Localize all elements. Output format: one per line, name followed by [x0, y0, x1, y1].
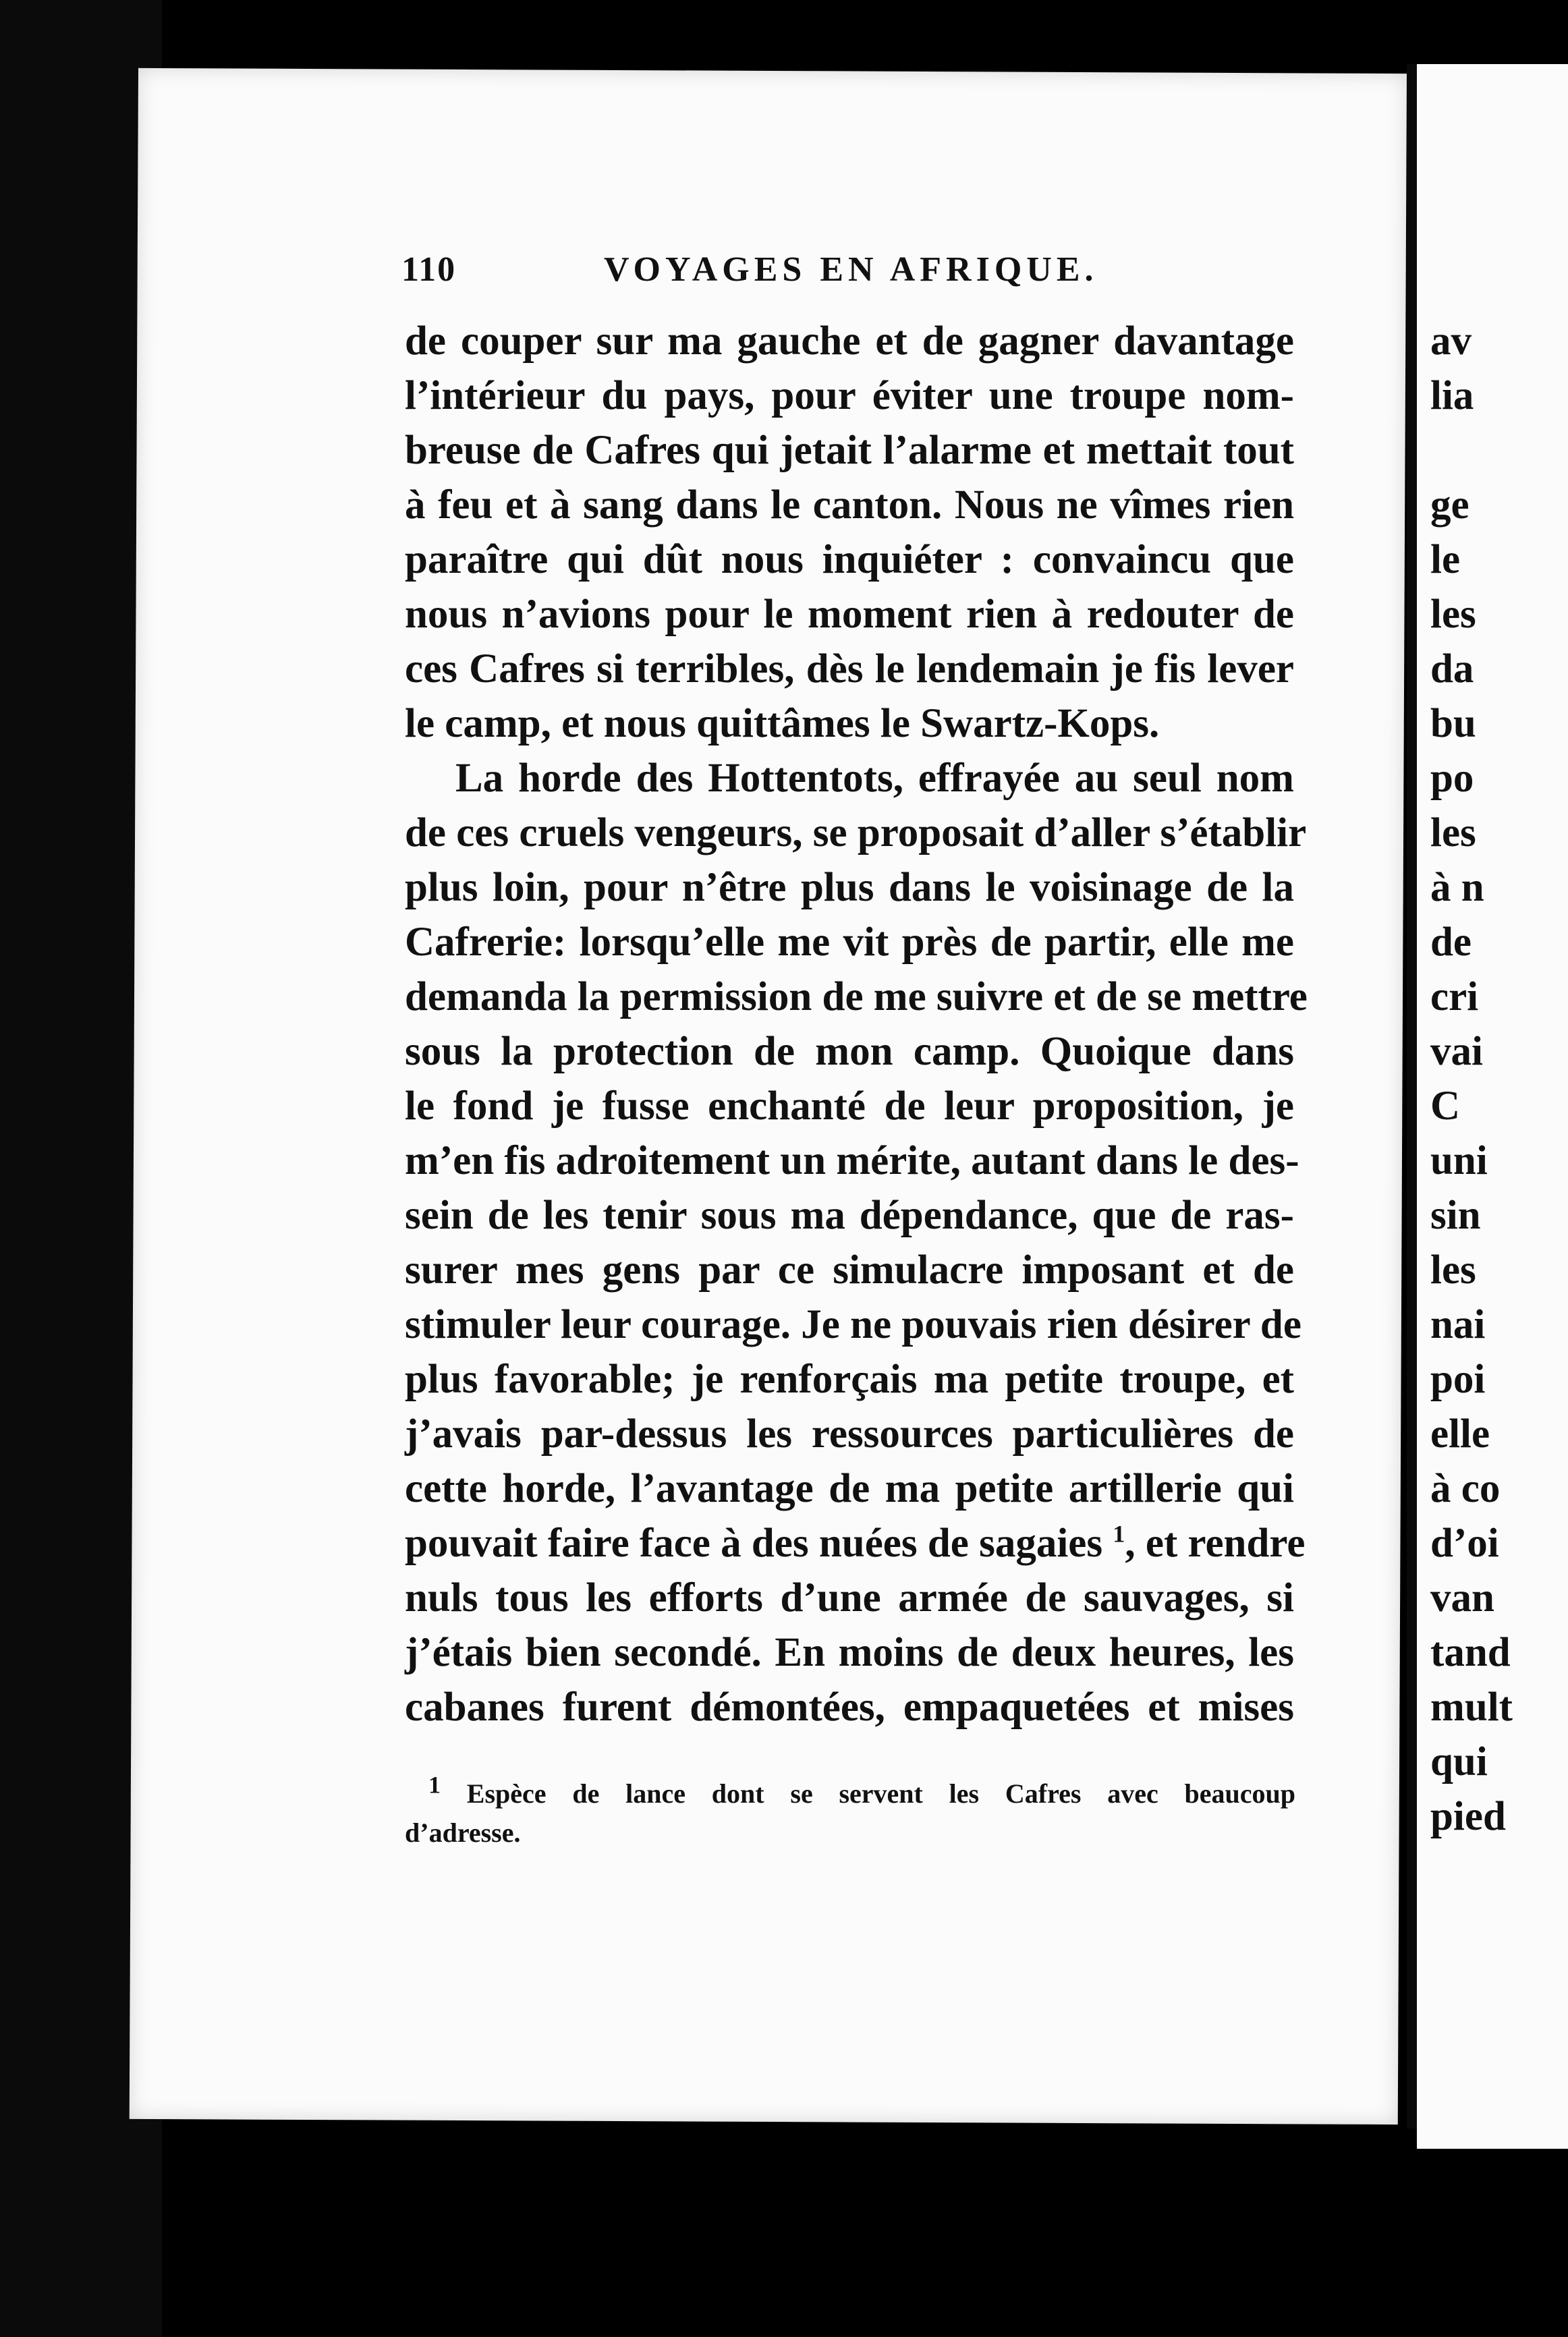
right-line: po [1430, 756, 1474, 801]
text-line: plus loin, pour n’être plus dans le voisinage de la [405, 865, 1294, 910]
text-line: surer mes gens par ce simulacre imposant et de [405, 1247, 1294, 1293]
right-line: nai [1430, 1302, 1486, 1347]
right-line: d’oi [1430, 1521, 1499, 1566]
footnote-line [405, 1771, 1296, 1813]
right-line: les [1430, 592, 1476, 637]
right-line: de [1430, 920, 1472, 965]
text-line: demanda la permission de me suivre et de se mettre [405, 974, 1308, 1019]
running-head: VOYAGES EN AFRIQUE. [604, 250, 1098, 289]
footnote-line: d’adresse. [405, 1818, 521, 1848]
text-line: paraître qui dût nous inquiéter : convaincu que [405, 537, 1294, 582]
footnote-reference: 1 [1113, 1520, 1125, 1548]
right-line: qui [1430, 1739, 1488, 1784]
right-line: C [1430, 1083, 1461, 1129]
text-line: m’en fis adroitement un mérite, autant dans le des- [405, 1138, 1299, 1183]
right-line: à co [1430, 1466, 1501, 1511]
text-line: nous n’avions pour le moment rien à redouter de [405, 592, 1294, 637]
text-line-start: pouvait faire face à des nuées de sagaies [405, 1521, 1103, 1566]
text-line: le camp, et nous quittâmes le Swartz-Kops. [405, 701, 1160, 746]
text-line: ces Cafres si terribles, dès le lendemain je fis lever [405, 646, 1294, 692]
text-line: Cafrerie: lorsqu’elle me vit près de partir, elle me [405, 920, 1294, 965]
text-line: sein de les tenir sous ma dépendance, que de ras- [405, 1193, 1294, 1238]
body-text [405, 314, 1308, 1735]
page-number: 110 [401, 250, 457, 289]
text-line: cabanes furent démontées, empaquetées et mises [405, 1685, 1294, 1730]
right-line [1430, 423, 1568, 478]
text-line: de ces cruels vengeurs, se proposait d’aller s’établir [405, 810, 1307, 855]
right-page-text [1430, 314, 1568, 1844]
right-line: à n [1430, 865, 1484, 910]
text-line: cette horde, l’avantage de ma petite artillerie qui [405, 1466, 1294, 1511]
right-line: poi [1430, 1357, 1486, 1402]
text-line: plus favorable; je renforçais ma petite troupe, et [405, 1357, 1294, 1402]
text-line: breuse de Cafres qui jetait l’alarme et mettait tout [405, 428, 1294, 473]
text-line: j’avais par-dessus les ressources particulières de [405, 1411, 1294, 1457]
right-line: pied [1430, 1794, 1506, 1839]
footnote-marker: 1 [428, 1771, 441, 1799]
right-line: uni [1430, 1138, 1488, 1183]
footnote-text: Espèce de lance dont se servent les Cafres avec beaucoup [466, 1778, 1296, 1809]
text-line-with-footnote [405, 1516, 1306, 1571]
page-header [267, 250, 1346, 324]
right-line: elle [1430, 1411, 1490, 1457]
right-page [1417, 64, 1568, 2149]
right-line: le [1430, 537, 1461, 582]
right-line: bu [1430, 701, 1476, 746]
text-line: stimuler leur courage. Je ne pouvais rien désirer de [405, 1302, 1301, 1347]
right-line: av [1430, 318, 1472, 364]
right-line: les [1430, 1247, 1476, 1293]
footnote [405, 1771, 1296, 1853]
right-line: sin [1430, 1193, 1481, 1238]
text-line: nuls tous les efforts d’une armée de sauvages, si [405, 1575, 1294, 1621]
text-line: j’étais bien secondé. En moins de deux heures, les [405, 1630, 1294, 1675]
text-line: La horde des Hottentots, effrayée au seul nom [455, 756, 1294, 801]
text-line: l’intérieur du pays, pour éviter une troupe nom- [405, 373, 1294, 418]
text-line-end: , et rendre [1125, 1521, 1306, 1566]
text-line: sous la protection de mon camp. Quoique dans [405, 1029, 1294, 1074]
right-line: tand [1430, 1630, 1511, 1675]
right-line: lia [1430, 373, 1474, 418]
right-line: da [1430, 646, 1474, 692]
right-line: van [1430, 1575, 1494, 1621]
right-line: vai [1430, 1029, 1483, 1074]
right-line: ge [1430, 482, 1469, 528]
right-line: mult [1430, 1685, 1513, 1730]
right-line: les [1430, 810, 1476, 855]
text-line: le fond je fusse enchanté de leur proposition, je [405, 1083, 1294, 1129]
right-line: cri [1430, 974, 1479, 1019]
text-line: à feu et à sang dans le canton. Nous ne vîmes rien [405, 482, 1294, 528]
text-line: de couper sur ma gauche et de gagner davantage [405, 318, 1294, 364]
